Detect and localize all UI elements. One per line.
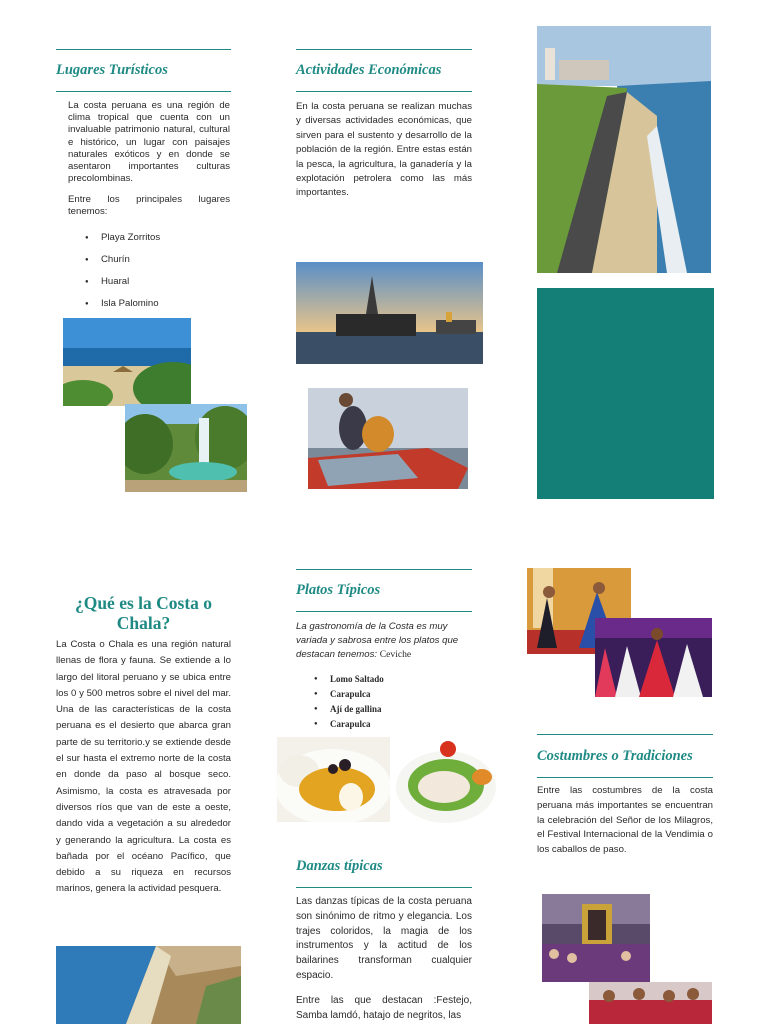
costumbres-text: Entre las costumbres de la costa peruana más importantes se encuentran la celebración del Señor de los Milagros, el Festival Internacional de la Vendimia o los caballos de paso. bbox=[537, 785, 713, 856]
lugares-lead: Entre los principales lugares tenemos: bbox=[68, 194, 230, 218]
que-es-heading: ¿Qué es la Costa o Chala? bbox=[74, 593, 213, 633]
danzas-text: Las danzas típicas de la costa peruana son sinónimo de ritmo y elegancia. Los trajes coloridos, la magia de los instrumentos y la actitud de los bailarines transforman cualquier espacio. bbox=[296, 896, 472, 981]
list-item: ● Carapulca bbox=[314, 687, 454, 702]
list-item: ● Huaral bbox=[85, 271, 225, 293]
list-item: ● Ají de gallina bbox=[314, 702, 454, 717]
actividades-top-rule bbox=[296, 49, 472, 50]
list-item: ● Carapulca bbox=[314, 717, 454, 732]
lugares-top-rule bbox=[56, 49, 231, 50]
actividades-text: En la costa peruana se realizan muchas y diversas actividades económicas, que sirven para el sustento y desarrollo de la población de la región. Entre estas están la pesca, la agricultura, la ganadería y la explotación petrolera como las más importantes. bbox=[296, 101, 472, 199]
actividades-bottom-rule bbox=[296, 91, 472, 92]
lugares-list bbox=[85, 227, 225, 315]
lugares-bottom-rule bbox=[56, 91, 231, 92]
procession-photo bbox=[542, 894, 650, 982]
teal-color-block bbox=[537, 288, 714, 499]
coast-bay-photo bbox=[56, 946, 241, 1024]
costumbres-top-rule bbox=[537, 734, 713, 735]
platos-first-dish: Ceviche bbox=[379, 649, 412, 660]
ceviche-photo bbox=[396, 737, 500, 825]
platos-top-rule bbox=[296, 569, 472, 570]
costumbres-bottom-rule bbox=[537, 777, 713, 778]
platos-list bbox=[314, 672, 454, 732]
danzas-text-2: Entre las que destacan :Festejo, Samba lamdó, hatajo de negritos, las bbox=[296, 995, 472, 1021]
folk-dance-photo bbox=[595, 618, 712, 697]
aji-de-gallina-photo bbox=[277, 737, 390, 822]
costumbres-heading: Costumbres o Tradiciones bbox=[537, 748, 693, 764]
waterfall-photo bbox=[125, 404, 247, 492]
danzas-heading: Danzas típicas bbox=[296, 858, 383, 874]
list-item: ● Playa Zorritos bbox=[85, 227, 225, 249]
platos-bottom-rule bbox=[296, 611, 472, 612]
list-item: ● Lomo Saltado bbox=[314, 672, 454, 687]
festival-crowd-photo bbox=[589, 982, 712, 1024]
lugares-intro: La costa peruana es una región de clima tropical que cuenta con un invaluable patrimonio natural, cultural e histórico, un lugar con paisajes naturales exóticos y en donde se asentaron importantes culturas precolombinas. bbox=[68, 100, 230, 185]
oil-platform-photo bbox=[296, 262, 483, 364]
platos-intro-block bbox=[296, 620, 472, 662]
coast-cliff-photo bbox=[537, 26, 711, 273]
platos-intro: La gastronomía de la Costa es muy variada y sabrosa entre los platos que destacan tenemos: bbox=[296, 621, 459, 660]
que-es-text: La Costa o Chala es una región natural llenas de flora y fauna. Se extiende a lo largo del litoral peruano y se ubica entre los 0 y 500 metros sobre el nivel del mar. Una de las características de la costa peruana es el desierto que abarca gran parte de su territorio.y se extiende desde el sur hasta el extremo norte de la costa en donde da paso al bosque seco. Asimismo, la costa es atravesada por diversos ríos que van de este a oeste, dando vida a vegetación a su alrededor y generando la agricultura. La costa es bañada por el océano Pacífico, que debido a su riqueza en recursos marinos, genera la actividad pesquera. bbox=[56, 639, 231, 895]
list-item: ● Churín bbox=[85, 249, 225, 271]
list-item: ● Isla Palomino bbox=[85, 293, 225, 315]
actividades-heading: Actividades Económicas bbox=[296, 62, 442, 78]
beach-photo bbox=[63, 318, 191, 406]
platos-heading: Platos Típicos bbox=[296, 582, 381, 598]
fishing-photo bbox=[308, 388, 468, 489]
danzas-rule bbox=[296, 887, 472, 888]
lugares-heading: Lugares Turísticos bbox=[56, 62, 168, 78]
